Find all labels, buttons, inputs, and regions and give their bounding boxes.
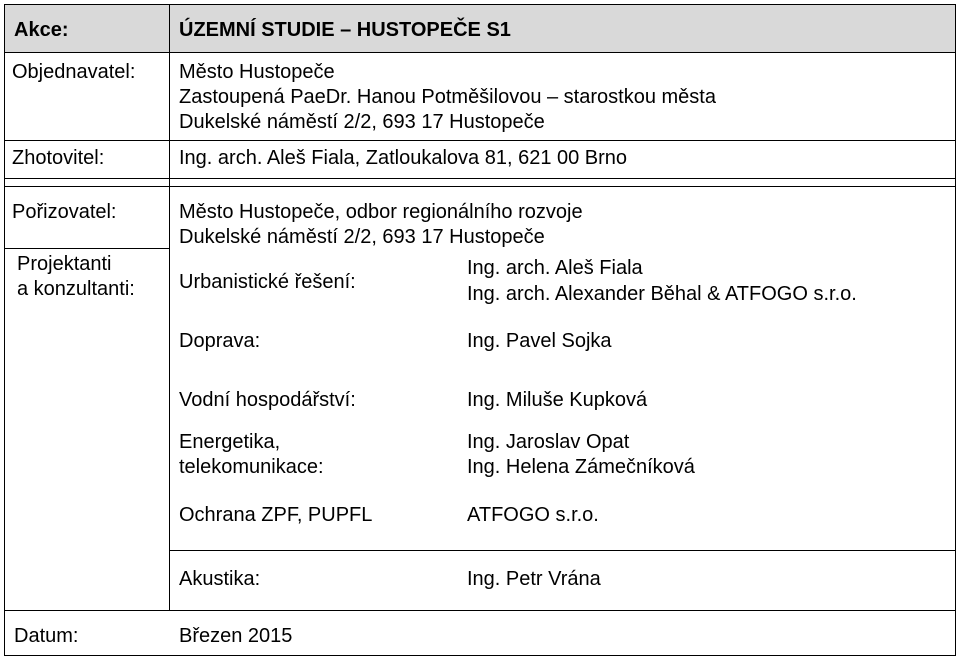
consultant-field-water: Vodní hospodářství: (179, 389, 356, 411)
consultant-person: Ing. arch. Aleš Fiala (467, 257, 643, 279)
projektanti-label: a konzultanti: (17, 278, 135, 300)
consultant-field-energy: telekomunikace: (179, 456, 324, 478)
rule-porizovatel-label (4, 248, 169, 249)
objednavatel-label: Objednavatel: (12, 61, 136, 83)
rule-akustika (169, 550, 956, 551)
objednavatel-line: Zastoupená PaeDr. Hanou Potměšilovou – starostkou města (179, 86, 716, 108)
rule-header (4, 52, 956, 53)
projektanti-label: Projektanti (17, 253, 112, 275)
rule-zhotovitel (4, 178, 956, 179)
porizovatel-label: Pořizovatel: (12, 201, 117, 223)
zhotovitel-value: Ing. arch. Aleš Fiala, Zatloukalova 81, 621 00 Brno (179, 147, 628, 169)
consultant-person: Ing. arch. Alexander Běhal & ATFOGO s.r.o. (467, 283, 857, 305)
zhotovitel-label: Zhotovitel: (12, 147, 105, 169)
objednavatel-line: Dukelské náměstí 2/2, 693 17 Hustopeče (179, 111, 545, 133)
consultant-person: Ing. Petr Vrána (467, 568, 601, 590)
datum-label: Datum: (14, 625, 79, 647)
rule-label-column (169, 4, 170, 610)
consultant-field-transport: Doprava: (179, 330, 261, 352)
porizovatel-line: Město Hustopeče, odbor regionálního rozvoje (179, 201, 583, 223)
consultant-person: Ing. Pavel Sojka (467, 330, 612, 352)
consultant-person: Ing. Jaroslav Opat (467, 431, 630, 453)
rule-datum (4, 610, 956, 611)
consultant-field-acoustics: Akustika: (179, 568, 261, 590)
consultant-person: ATFOGO s.r.o. (467, 504, 599, 526)
porizovatel-line: Dukelské náměstí 2/2, 693 17 Hustopeče (179, 226, 545, 248)
consultant-field-urbanism: Urbanistické řešení: (179, 271, 356, 293)
rule-objednavatel (4, 140, 956, 141)
consultant-person: Ing. Helena Zámečníková (467, 456, 695, 478)
consultant-field-land: Ochrana ZPF, PUPFL (179, 504, 373, 526)
rule-zhotovitel-double (4, 186, 956, 187)
objednavatel-line: Město Hustopeče (179, 61, 335, 83)
consultant-person: Ing. Miluše Kupková (467, 389, 648, 411)
datum-value: Březen 2015 (179, 625, 293, 647)
header-label: Akce: (14, 19, 69, 41)
page-title: ÚZEMNÍ STUDIE – HUSTOPEČE S1 (179, 19, 511, 41)
consultant-field-energy: Energetika, (179, 431, 281, 453)
